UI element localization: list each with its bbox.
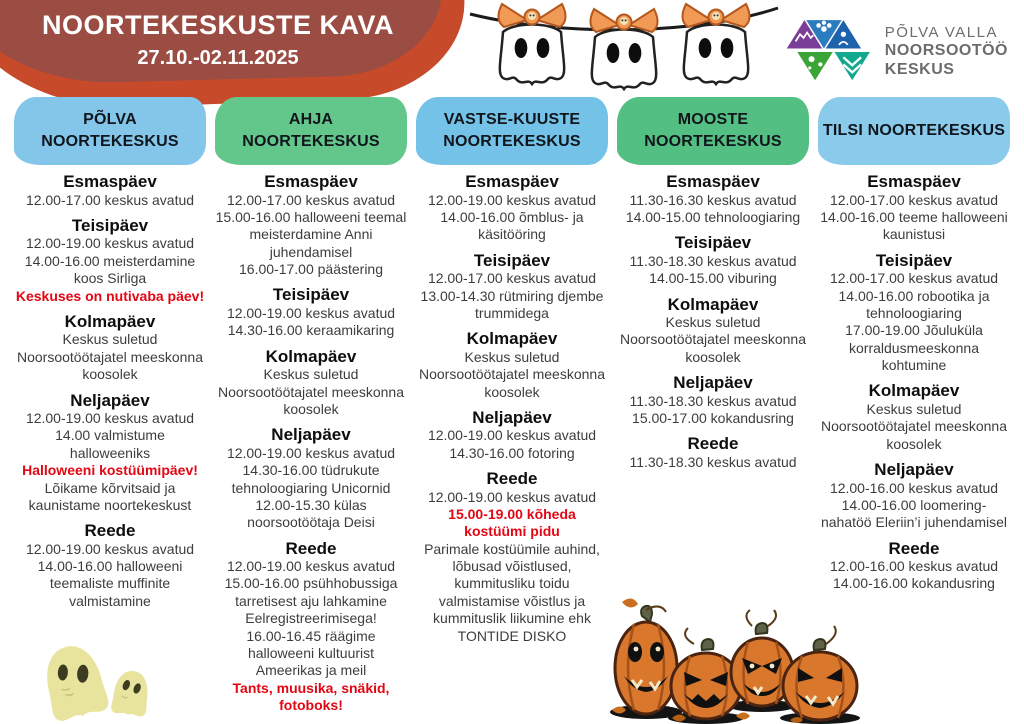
organization-logo [785, 14, 1008, 90]
column-header: PÕLVA NOORTEKESKUS [14, 97, 206, 165]
date-range: 27.10.-02.11.2025 [137, 47, 299, 69]
schedule-line: 12.00-19.00 keskus avatud [25, 235, 195, 252]
column-header: MOOSTE NOORTEKESKUS [617, 97, 809, 165]
schedule-line: 14.00-15.00 viburing [649, 270, 777, 287]
schedule-line: 14.00 valmistume halloweeniks [55, 427, 165, 461]
day-heading: Neljapäev [673, 373, 753, 393]
schedule-line: Keskus suletud [62, 331, 158, 348]
schedule-line: 15.00-16.00 halloweeni teemal meisterdamine Anni juhendamisel [215, 208, 407, 260]
schedule-line: 12.00-17.00 keskus avatud [829, 270, 999, 287]
schedule-line: 14.00-16.00 robootika ja tehnoloogiaring [838, 287, 990, 321]
schedule-line: Eelregistreerimisega! [245, 610, 377, 627]
schedule-line: 14.00-16.00 kokandusring [833, 575, 995, 592]
schedule-line: 12.00-19.00 keskus avatud [25, 410, 195, 427]
schedule-line: 14.30-16.00 tüdrukute tehnoloogiaring Unicornid [231, 462, 391, 496]
day-heading: Teisipäev [71, 215, 149, 235]
schedule-line: 12.00-16.00 keskus avatud [829, 479, 999, 496]
highlight-line: Tants, muusika, snäkid, fotoboks! [232, 679, 390, 713]
day-heading: Kolmapäev [667, 294, 759, 314]
schedule-line: 12.00-19.00 keskus avatud [427, 488, 597, 505]
column-1 [14, 97, 206, 714]
column-5 [818, 97, 1010, 714]
schedule-line: 11.30-18.30 keskus avatud [629, 453, 797, 470]
column-4 [617, 97, 809, 714]
day-heading: Reede [687, 434, 739, 454]
day-heading: Kolmapäev [265, 346, 357, 366]
highlight-line: Halloweeni kostüümipäev! [22, 462, 198, 479]
schedule-line: 12.00-19.00 keskus avatud [226, 444, 396, 461]
schedule-line: 12.00-19.00 keskus avatud [427, 427, 597, 444]
page-title: NOORTEKESKUSTE KAVA [41, 10, 395, 40]
schedule-line: 14.00-16.00 õmblus- ja käsitööring [440, 208, 584, 243]
day-heading: Reede [285, 538, 337, 558]
columns-grid [14, 97, 1010, 714]
schedule-line: Keskus suletud [464, 348, 560, 365]
schedule-line: Keskus suletud [866, 400, 962, 417]
day-heading: Esmaspäev [63, 172, 157, 191]
column-header: AHJA NOORTEKESKUS [215, 97, 407, 165]
logo-icon [785, 14, 877, 90]
schedule-line: Noorsootöötajatel meeskonna koosolek [16, 348, 203, 383]
schedule-line: 12.00-19.00 keskus avatud [226, 558, 396, 575]
schedule-line: 14.00-16.00 loomering- nahatöö Eleriin’i juhendamisel [820, 496, 1007, 531]
column-3 [416, 97, 608, 714]
column-header: TILSI NOORTEKESKUS [818, 97, 1010, 165]
schedule-line: 15.00-17.00 kokandusring [632, 410, 794, 427]
day-heading: Teisipäev [473, 250, 551, 270]
highlight-line: 15.00-19.00 kõheda kostüümi pidu [448, 506, 576, 540]
schedule-line: 11.30-18.30 keskus avatud [629, 252, 797, 269]
schedule-line: 13.00-14.30 rütmiring djembe trummidega [420, 287, 604, 321]
day-heading: Teisipäev [674, 233, 752, 253]
schedule-line: 12.00-17.00 keskus avatud [829, 191, 999, 208]
logo-line-3: KESKUS [884, 60, 955, 78]
day-heading: Neljapäev [271, 425, 351, 445]
schedule-line: 14.30-16.00 keraamikaring [227, 322, 395, 339]
schedule-line: 16.00-16.45 räägime halloweeni kultuurist Ameerikas ja meil [246, 627, 376, 679]
day-heading: Esmaspäev [666, 172, 760, 191]
day-heading: Teisipäev [875, 250, 953, 270]
day-heading: Kolmapäev [868, 381, 960, 401]
schedule-line: 14.30-16.00 fotoring [449, 444, 575, 461]
day-heading: Kolmapäev [64, 311, 156, 331]
logo-line-1: PÕLVA VALLA [884, 24, 998, 42]
schedule-line: 11.30-18.30 keskus avatud [629, 392, 797, 409]
schedule-line: 14.00-16.00 halloweeni teemaliste muffinite valmistamine [37, 558, 183, 609]
schedule-line: 14.00-16.00 meisterdamine koos Sirliga [24, 252, 196, 287]
day-heading: Reede [888, 538, 940, 558]
logo-text [885, 24, 1008, 79]
schedule-line: 12.00-17.00 keskus avatud [427, 270, 597, 287]
schedule-line: 12.00-19.00 keskus avatud [226, 304, 396, 321]
schedule-line: 14.00-16.00 teeme halloweeni kaunistusi [820, 208, 1008, 243]
schedule-line: 12.00-17.00 keskus avatud [25, 191, 195, 208]
schedule-line: 12.00-19.00 keskus avatud [25, 540, 195, 557]
column-2 [215, 97, 407, 714]
schedule-line: 14.00-15.00 tehnoloogiaring [625, 208, 801, 225]
day-heading: Neljapäev [472, 407, 552, 427]
day-heading: Esmaspäev [867, 172, 961, 191]
schedule-line: 12.00-17.00 keskus avatud [226, 191, 396, 208]
day-heading: Neljapäev [70, 390, 150, 410]
schedule-line: Noorsootöötajatel meeskonna koosolek [217, 383, 404, 417]
schedule-line: Noorsootöötajatel meeskonna koosolek [820, 418, 1007, 452]
schedule-line: Keskus suletud [263, 366, 359, 383]
day-heading: Teisipäev [272, 285, 350, 305]
page-title-block [14, 10, 422, 70]
schedule-line: 12.00-19.00 keskus avatud [427, 191, 597, 208]
schedule-line: 16.00-17.00 päästering [239, 260, 383, 277]
schedule-line: Parimale kostüümile auhind, lõbusad võistlused, kummitusliku toidu valmistamise võistlus ja kummituslik liikumine ehk TONTIDE DISKO [424, 540, 600, 644]
day-heading: Reede [84, 521, 136, 541]
schedule-line: Keskus suletud [665, 314, 761, 331]
schedule-line: 11.30-16.30 keskus avatud [629, 191, 797, 208]
day-heading: Reede [486, 469, 538, 489]
schedule-line: 17.00-19.00 Jõuluküla korraldusmeeskonna kohtumine [845, 322, 983, 373]
schedule-line: Noorsootöötajatel meeskonna koosolek [619, 331, 806, 365]
ghost-garland-illustration [468, 0, 780, 94]
day-heading: Neljapäev [874, 459, 954, 479]
schedule-line: Noorsootöötajatel meeskonna koosolek [418, 366, 605, 400]
schedule-line: Lõikame kõrvitsaid ja kaunistame noortekeskust [28, 479, 192, 513]
column-header: VASTSE-KUUSTE NOORTEKESKUS [416, 97, 608, 165]
day-heading: Esmaspäev [465, 172, 559, 191]
day-heading: Kolmapäev [466, 329, 558, 349]
highlight-line: Keskuses on nutivaba päev! [15, 287, 205, 304]
logo-line-2: NOORSOOTÖÖ [884, 41, 1008, 59]
schedule-line: 15.00-16.00 psühhobussiga tarretisest aju lahkamine [224, 575, 398, 609]
day-heading: Esmaspäev [264, 172, 358, 191]
schedule-line: 12.00-15.30 külas noorsootöötaja Deisi [247, 496, 375, 531]
schedule-line: 12.00-16.00 keskus avatud [829, 558, 999, 575]
